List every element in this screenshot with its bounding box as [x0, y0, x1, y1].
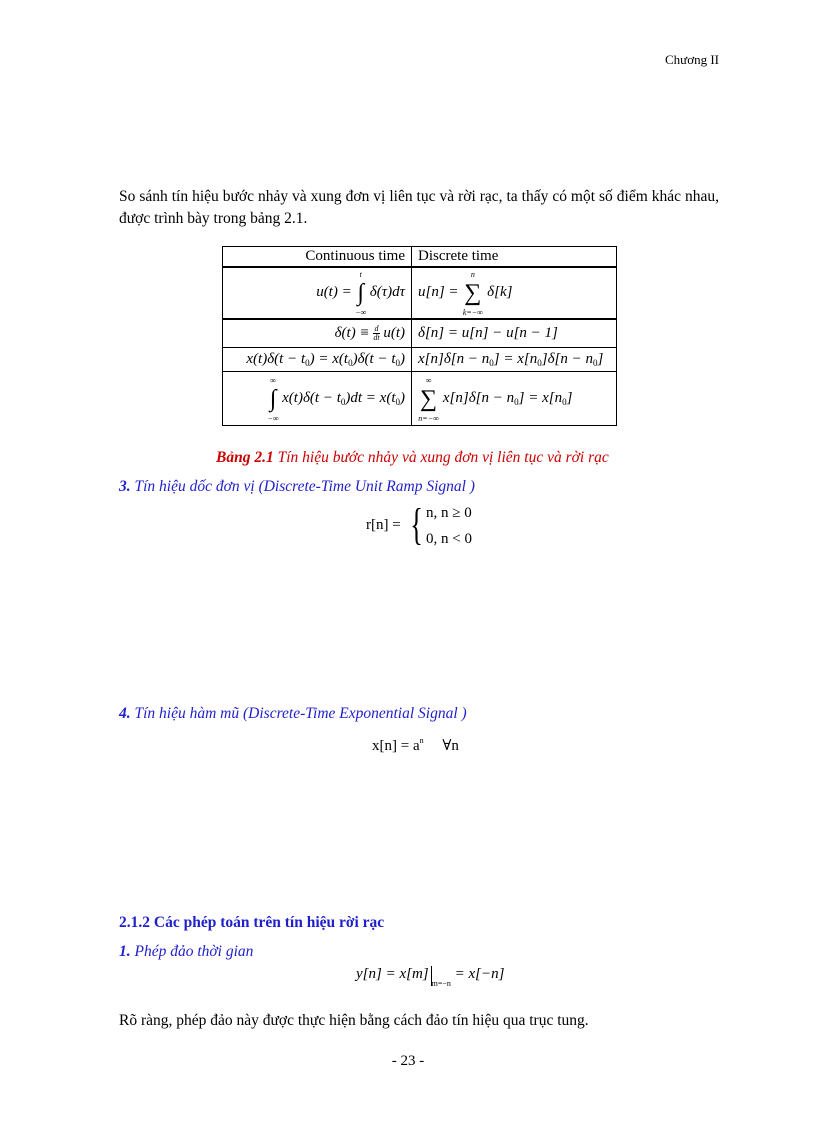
section-4-heading — [119, 705, 467, 723]
section-3-number: 3. — [119, 478, 131, 495]
table-header-row — [223, 247, 617, 268]
subsection-1-heading — [119, 943, 253, 961]
reversal-subscript: m=−n — [431, 979, 451, 988]
exp-exponent: n — [419, 736, 424, 745]
cell-continuous-sifting: ∞ ∫ −∞ $x(t)\delta(t - t_0)dt = x(t_0)$ — [223, 372, 412, 426]
table-caption — [216, 449, 609, 467]
cell-continuous-impulse: δ(t) ≡ $\frac{d}{dt} u(t)$ — [223, 319, 412, 348]
caption-label: Bảng 2.1 — [216, 449, 274, 466]
caption-text: Tín hiệu bước nhảy và xung đơn vị liên tục và rời rạc — [273, 449, 609, 466]
closing-paragraph: Rõ ràng, phép đảo này được thực hiện bằng cách đảo tín hiệu qua trục tung. — [119, 1012, 589, 1029]
reversal-lhs: y[n] = x[m] — [356, 966, 429, 982]
reversal-rhs: = x[−n] — [450, 966, 505, 982]
cell-discrete-sampling: $x[n]\delta[n - n_0] = x[n_0]\delta[n - n_0]$ — [412, 348, 617, 372]
subsection-1-number: 1. — [119, 943, 131, 960]
header-discrete: Discrete time — [412, 247, 617, 268]
ramp-case-2: 0, n < 0 — [426, 531, 472, 547]
exp-tail: ∀n — [423, 738, 459, 754]
table-row — [223, 267, 617, 319]
ramp-case-1: n, n ≥ 0 — [426, 505, 472, 521]
section-4-number: 4. — [119, 705, 131, 722]
table-row — [223, 319, 617, 348]
page-number: - 23 - — [391, 1053, 425, 1069]
exp-base: x[n] = a — [372, 738, 420, 754]
section-4-title: Tín hiệu hàm mũ (Discrete-Time Exponential Signal ) — [130, 705, 467, 722]
intro-paragraph: So sánh tín hiệu bước nhảy và xung đơn vị liên tục và rời rạc, ta thấy có một số điểm khác nhau, được trình bày trong bảng 2.1. — [119, 188, 719, 227]
cell-discrete-step: u[n] = n ∑ k=−∞ δ[k] — [412, 267, 617, 319]
subsection-1-title: Phép đảo thời gian — [130, 943, 254, 960]
table-row — [223, 348, 617, 372]
cell-discrete-sifting: ∞ ∑ n=−∞ $x[n]\delta[n - n_0] = x[n_0]$ — [412, 372, 617, 426]
exponential-equation — [372, 736, 459, 755]
cell-continuous-sampling: $x(t)\delta(t - t_0) = x(t_0)\delta(t - t_0)$ — [223, 348, 412, 372]
comparison-table — [222, 246, 617, 426]
section-3-title: Tín hiệu dốc đơn vị (Discrete-Time Unit Ramp Signal ) — [130, 478, 475, 495]
ramp-brace: { — [410, 500, 423, 549]
chapter-header: Chương II — [665, 52, 719, 67]
section-3-heading — [119, 478, 475, 496]
time-reversal-equation — [356, 966, 504, 988]
cell-discrete-impulse: δ[n] = u[n] − u[n − 1] — [412, 319, 617, 348]
ramp-lhs: r[n] = — [366, 517, 401, 533]
table-row — [223, 372, 617, 426]
section-2-1-2-heading: 2.1.2 Các phép toán trên tín hiệu rời rạc — [119, 914, 385, 931]
header-continuous: Continuous time — [223, 247, 412, 268]
cell-continuous-step: u(t) = t ∫ −∞ δ(τ)dτ — [223, 267, 412, 319]
